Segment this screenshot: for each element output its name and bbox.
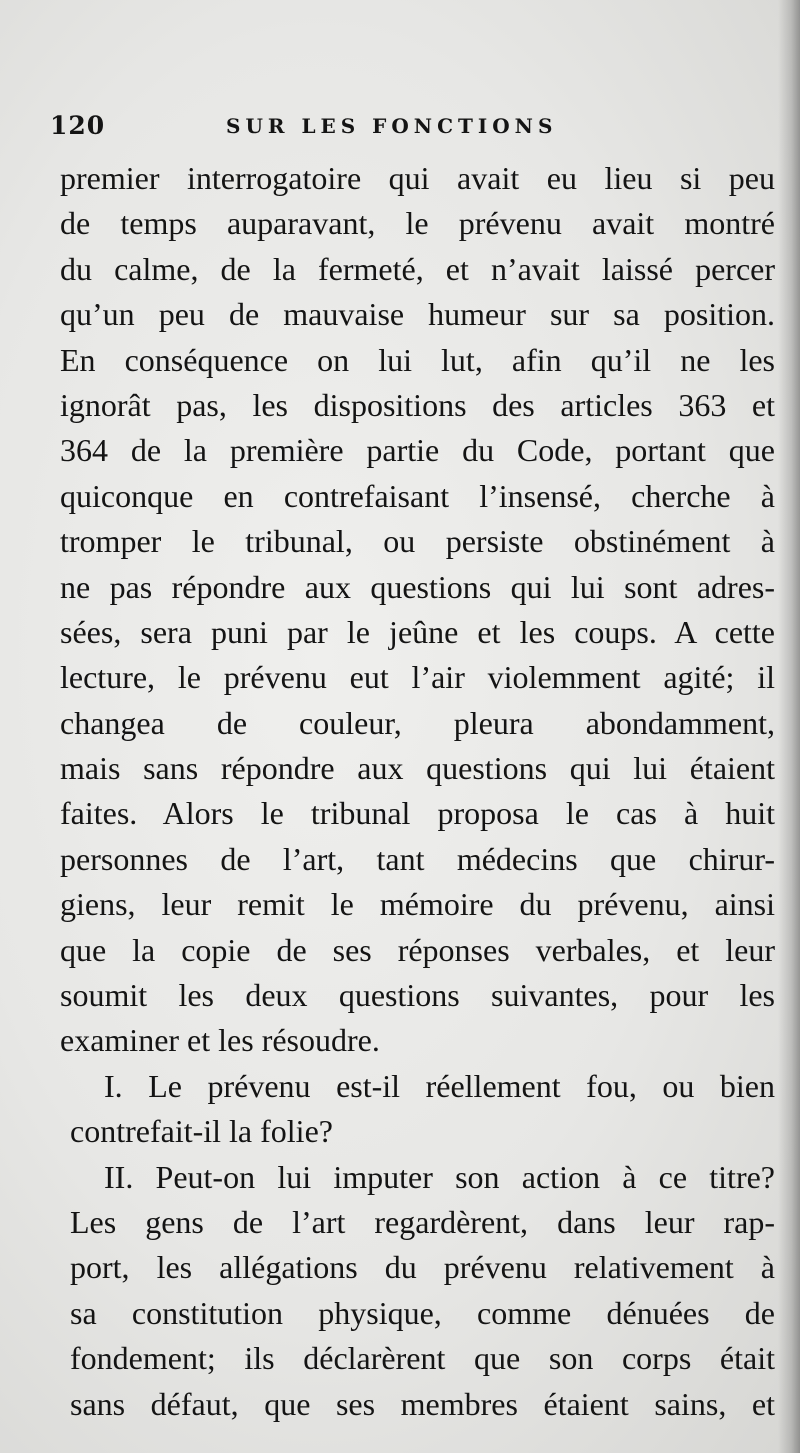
text-line: quiconque en contrefaisant l’insensé, cherche à xyxy=(60,477,775,514)
text-line: soumit les deux questions suivantes, pour les xyxy=(60,977,775,1014)
text-line: I. Le prévenu est-il réellement fou, ou bien xyxy=(104,1067,775,1104)
running-head: SUR LES FONCTIONS xyxy=(226,114,558,138)
text-line: que la copie de ses réponses verbales, et leur xyxy=(60,931,775,968)
text-line: faites. Alors le tribunal proposa le cas à huit xyxy=(60,795,775,832)
text-line: qu’un peu de mauvaise humeur sur sa position. xyxy=(60,296,775,333)
text-line: fondement; ils déclarèrent que son corps était xyxy=(70,1340,775,1377)
text-line: sées, sera puni par le jeûne et les coups. A cette xyxy=(60,613,775,650)
text-line: du calme, de la fermeté, et n’avait laissé percer xyxy=(60,250,775,287)
text-line: lecture, le prévenu eut l’air violemment agité; il xyxy=(60,659,775,696)
text-line: port, les allégations du prévenu relativement à xyxy=(70,1249,775,1286)
text-line: mais sans répondre aux questions qui lui étaient xyxy=(60,750,775,787)
text-line: changea de couleur, pleura abondamment, xyxy=(60,704,775,741)
text-line: En conséquence on lui lut, afin qu’il ne les xyxy=(60,341,775,378)
text-line: personnes de l’art, tant médecins que chirur- xyxy=(60,840,775,877)
text-line: II. Peut-on lui imputer son action à ce titre? xyxy=(104,1158,775,1195)
page-edge-shadow xyxy=(778,0,800,1453)
body-text xyxy=(60,156,775,1427)
text-line: premier interrogatoire qui avait eu lieu si peu xyxy=(60,160,775,196)
text-line: sans défaut, que ses membres étaient sains, et xyxy=(70,1385,775,1422)
text-line: tromper le tribunal, ou persiste obstinément à xyxy=(60,523,775,560)
text-line: de temps auparavant, le prévenu avait montré xyxy=(60,205,775,242)
text-line: Les gens de l’art regardèrent, dans leur rap- xyxy=(70,1203,775,1240)
text-line: examiner et les résoudre. xyxy=(60,1022,380,1059)
text-line: ne pas répondre aux questions qui lui sont adres- xyxy=(60,568,775,605)
page-number: 120 xyxy=(50,111,106,140)
text-line: 364 de la première partie du Code, portant que xyxy=(60,432,775,469)
text-line: sa constitution physique, comme dénuées de xyxy=(70,1294,775,1331)
text-line: ignorât pas, les dispositions des articles 363 et xyxy=(60,386,775,423)
text-line: giens, leur remit le mémoire du prévenu, ainsi xyxy=(60,886,775,923)
page-header xyxy=(50,108,610,144)
text-line: contrefait-il la folie? xyxy=(70,1113,333,1150)
